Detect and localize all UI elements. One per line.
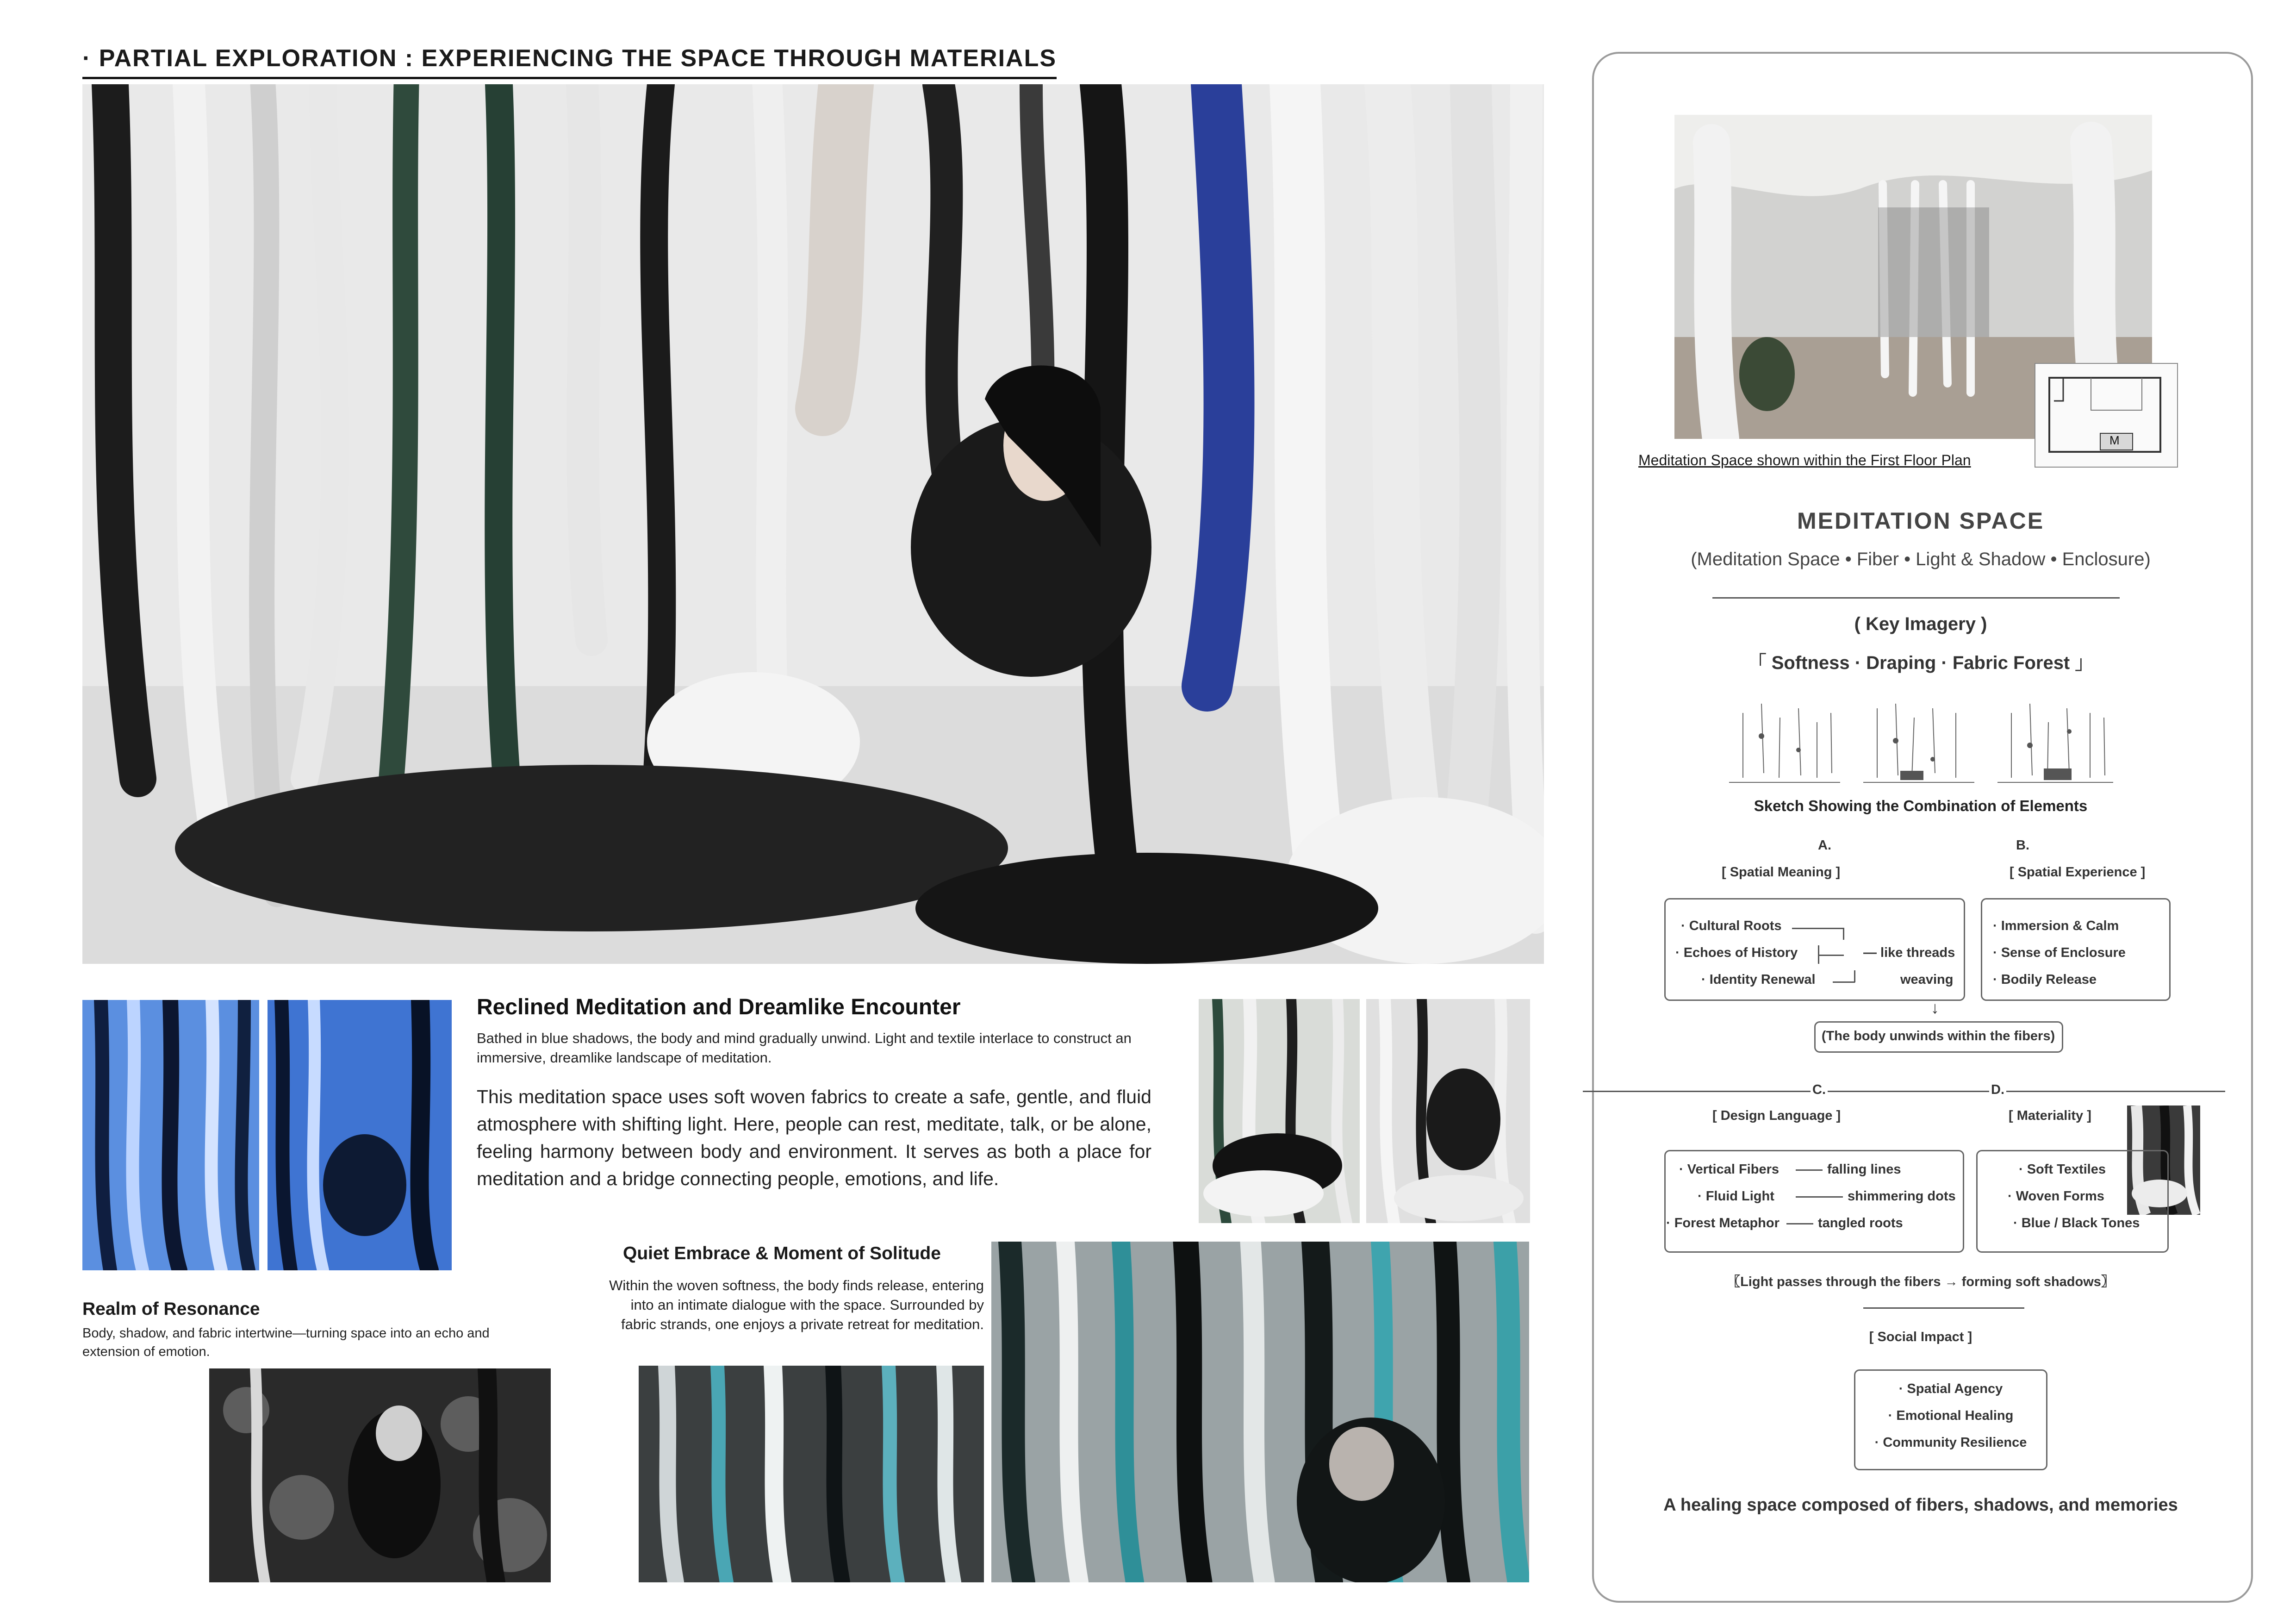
b-item-1: · Immersion & Calm [1993,918,2119,933]
c-heading: [ Design Language ] [1712,1108,1841,1123]
sketch-caption: Sketch Showing the Combination of Elements [1754,797,2088,814]
divider [1712,597,2120,599]
connector-line [1818,955,1844,956]
connector-line [1786,1223,1813,1224]
c-letter: C. [1811,1082,1828,1098]
connector-line [1796,1169,1823,1171]
d-item-1: · Soft Textiles [2019,1162,2106,1177]
realm-body: Body, shadow, and fabric intertwine—turning space into an echo and extension of emotion. [82,1326,490,1359]
c-right-3: tangled roots [1818,1216,1903,1230]
c-left-3: · Forest Metaphor [1666,1216,1780,1230]
light-line: 〖Light passes through the fibers → forming soft shadows〗 [1727,1274,2115,1289]
d-heading: [ Materiality ] [2009,1108,2091,1123]
key-imagery-phrase: 「 Softness · Draping · Fabric Forest 」 [1748,653,2094,673]
plan-marker: M [2109,433,2120,447]
connector-line [1854,970,1855,982]
b-item-3: · Bodily Release [1993,972,2097,987]
floor-plan-inset [2035,363,2178,468]
connector-line [1796,1196,1843,1198]
panel-title: MEDITATION SPACE [1797,508,2045,534]
connector-line [1833,981,1855,983]
a-letter: A. [1818,838,1831,853]
quiet-photo-right [991,1242,1529,1582]
plan-caption: Meditation Space shown within the First Floor Plan [1638,452,1971,468]
c-right-2: shimmering dots [1848,1189,1956,1204]
d-letter: D. [1989,1082,2006,1098]
unwind-text: (The body unwinds within the fibers) [1821,1029,2055,1043]
realm-title: Realm of Resonance [82,1299,260,1319]
a-item-2: · Echoes of History [1675,945,1798,960]
blue-photo-right [268,1000,452,1270]
social-item-1: · Spatial Agency [1898,1381,2003,1396]
b-heading: [ Spatial Experience ] [2010,865,2146,880]
c-left-2: · Fluid Light [1698,1189,1774,1204]
page-title: · PARTIAL EXPLORATION : EXPERIENCING THE SPACE THROUGH MATERIALS [82,44,1057,79]
connector-line [1792,928,1843,929]
c-left-1: · Vertical Fibers [1679,1162,1779,1177]
social-item-2: · Emotional Healing [1888,1408,2014,1423]
section-divider [1583,1091,2225,1092]
down-arrow: ↓ [1931,998,1939,1017]
blue-photo-left [82,1000,259,1270]
reclined-title: Reclined Meditation and Dreamlike Encounter [477,995,961,1019]
element-sketches [1724,694,2117,793]
divider [1863,1307,2024,1309]
b-item-2: · Sense of Enclosure [1993,945,2126,960]
d-item-3: · Blue / Black Tones [2013,1216,2140,1230]
social-item-3: · Community Resilience [1874,1435,2027,1450]
connector-line [1843,928,1844,940]
quiet-title: Quiet Embrace & Moment of Solitude [623,1243,941,1263]
quiet-body: Within the woven softness, the body finds release, entering into an intimate dialogue with the space. Surrounded by fabric strands, one enjoys a private retreat for meditation. [609,1277,984,1332]
key-imagery-label: ( Key Imagery ) [1854,614,1987,634]
c-right-1: falling lines [1827,1162,1901,1177]
panel-subtitle: (Meditation Space • Fiber • Light & Shadow • Enclosure) [1691,549,2151,569]
a-result-2: weaving [1900,972,1954,987]
closing-statement: A healing space composed of fibers, shadows, and memories [1663,1495,2178,1515]
a-heading: [ Spatial Meaning ] [1722,865,1841,880]
a-result: — like threads [1863,945,1955,960]
a-item-1: · Cultural Roots [1681,918,1782,933]
main-photo [82,84,1544,964]
reclining-photo [1199,999,1360,1223]
resonance-photo [209,1368,551,1582]
reclined-body: This meditation space uses soft woven fabrics to create a safe, gentle, and fluid atmosphere with shifting light. Here, people can rest, meditate, talk, or be alone, feeling harmony between body and environment. It serves as both a place for meditation and a bridge connecting people, emotions, and life. [477,1086,1151,1189]
quiet-photo-left [639,1366,984,1582]
b-letter: B. [2016,838,2029,853]
seated-photo [1366,999,1530,1223]
social-heading: [ Social Impact ] [1869,1330,1972,1344]
d-item-2: · Woven Forms [2008,1189,2104,1204]
a-item-3: · Identity Renewal [1701,972,1816,987]
reclined-subtitle: Bathed in blue shadows, the body and mind gradually unwind. Light and textile interlace to construct an immersive, dreamlike landscape of meditation. [477,1030,1132,1066]
